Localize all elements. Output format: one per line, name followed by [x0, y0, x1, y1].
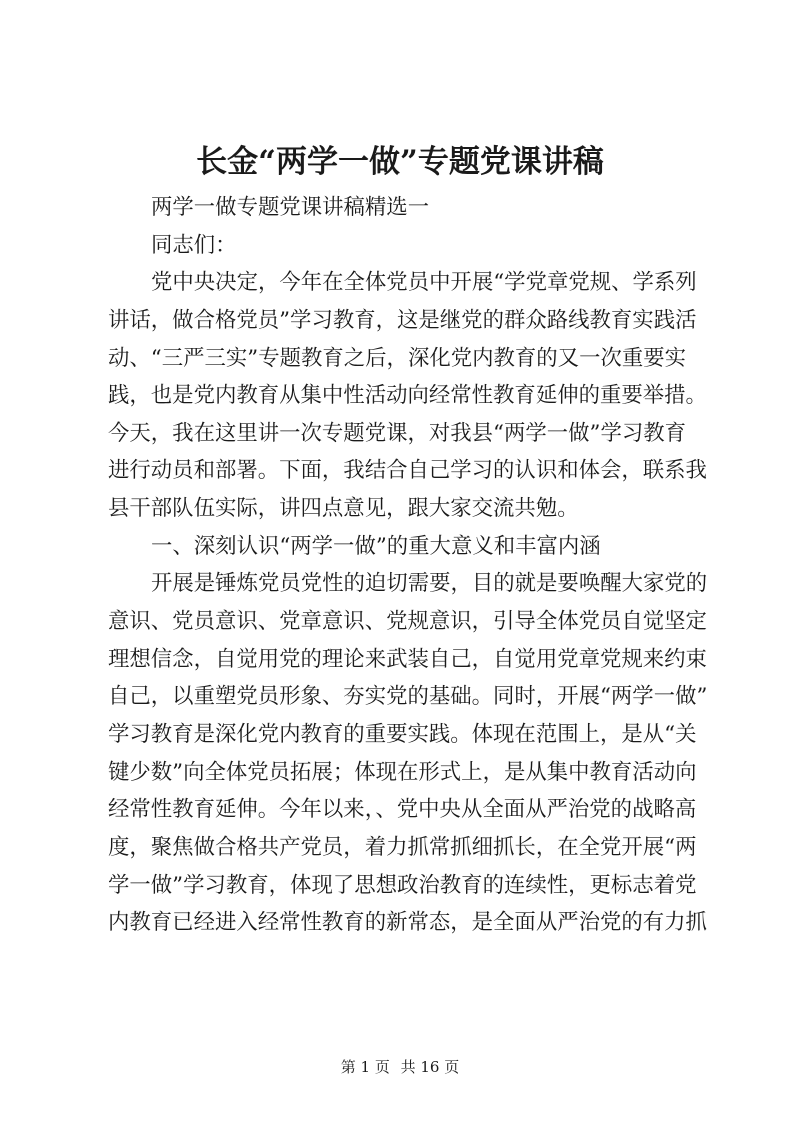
text-line: 践，也是党内教育从集中性活动向经常性教育延伸的重要举措。	[108, 383, 707, 409]
text-line: 自己，以重塑党员形象、夯实党的基础。同时，开展“两学一做”	[108, 684, 708, 710]
text-line: 键少数”向全体党员拓展；体现在形式上，是从集中教育活动向	[108, 759, 697, 785]
text-line: 度，聚焦做合格共产党员，着力抓常抓细抓长，在全党开展“两	[108, 834, 697, 860]
page-number: 第 1 页	[340, 1058, 390, 1076]
text-line: 同志们：	[151, 232, 237, 258]
text-line: 学习教育是深化党内教育的重要实践。体现在范围上，是从“关	[108, 721, 697, 747]
text-line: 内教育已经进入经常性教育的新常态，是全面从严治党的有力抓	[108, 910, 707, 936]
text-line: 县干部队伍实际，讲四点意见，跟大家交流共勉。	[108, 496, 579, 522]
text-line: 动、“三严三实”专题教育之后，深化党内教育的又一次重要实	[108, 345, 687, 371]
document-title: 长金“两学一做”专题党课讲稿	[196, 144, 604, 180]
document-body	[108, 189, 708, 942]
text-line: 经常性教育延伸。今年以来，、党中央从全面从严治党的战略高	[108, 797, 697, 823]
text-line: 一、深刻认识“两学一做”的重大意义和丰富内涵	[151, 533, 601, 559]
text-line: 理想信念，自觉用党的理论来武装自己，自觉用党章党规来约束	[108, 646, 707, 672]
text-line: 开展是锤炼党员党性的迫切需要，目的就是要唤醒大家党的	[151, 571, 708, 597]
text-line: 学一做”学习教育，体现了思想政治教育的连续性，更标志着党	[108, 872, 697, 898]
text-line: 意识、党员意识、党章意识、党规意识，引导全体党员自觉坚定	[108, 609, 707, 635]
text-line: 两学一做专题党课讲稿精选一	[151, 195, 430, 220]
text-line: 今天，我在这里讲一次专题党课，对我县“两学一做”学习教育	[108, 420, 687, 446]
text-line: 党中央决定，今年在全体党员中开展“学党章党规、学系列	[151, 270, 697, 296]
page-footer	[0, 1057, 800, 1077]
page-total: 共 16 页	[400, 1058, 460, 1076]
text-line: 讲话，做合格党员”学习教育，这是继党的群众路线教育实践活	[108, 307, 697, 333]
text-line: 进行动员和部署。下面，我结合自己学习的认识和体会，联系我	[108, 458, 707, 484]
